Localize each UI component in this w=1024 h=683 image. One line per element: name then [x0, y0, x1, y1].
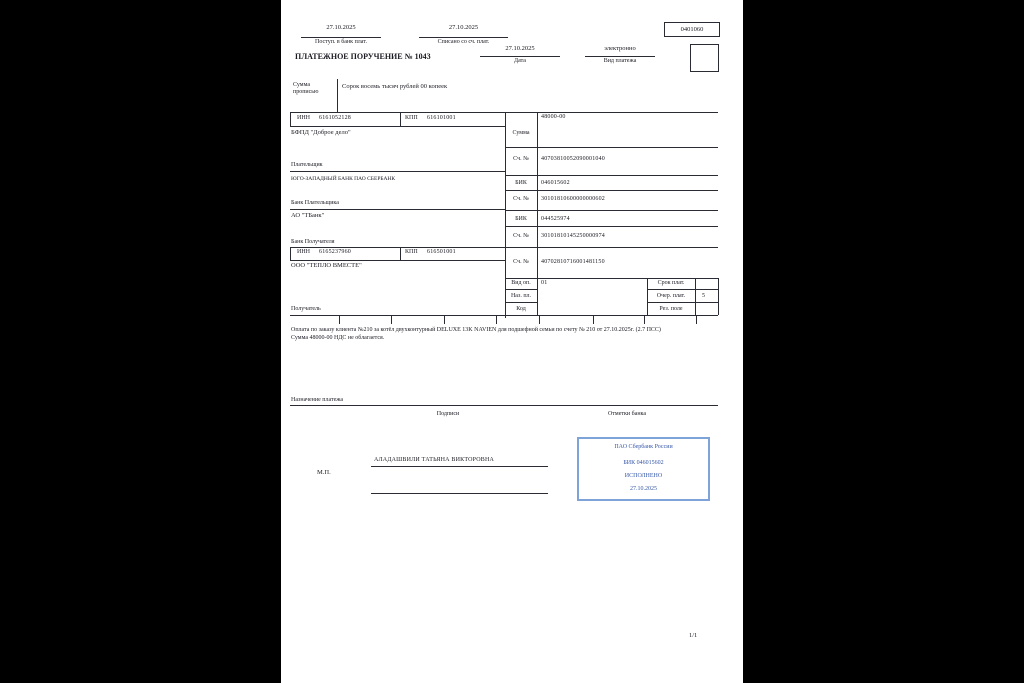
purpose-text-line2: Сумма 48000-00 НДС не облагается. [291, 335, 385, 341]
seal-place-label: М.П. [317, 469, 331, 476]
divider-line [505, 112, 506, 318]
debited-label: Списано со сч. плат. [437, 39, 490, 45]
payer-kpp-label: КПП [405, 115, 418, 121]
payee-inn: 6165237960 [319, 249, 351, 255]
payment-kind-label: Вид платежа [603, 58, 637, 64]
payer-bank-bik-label: БИК [515, 180, 527, 186]
divider-line [647, 302, 718, 303]
payee-name: ООО "ТЕПЛО ВМЕСТЕ" [291, 262, 362, 269]
debited-date: 27.10.2025 [448, 24, 479, 31]
divider-line [505, 175, 718, 176]
divider-line [585, 56, 655, 57]
payer-account: 40703810052090001040 [541, 156, 605, 162]
divider-line [339, 315, 340, 324]
document-title: ПЛАТЕЖНОЕ ПОРУЧЕНИЕ № 1043 [295, 52, 431, 61]
divider-line [644, 315, 645, 324]
payee-account-label: Сч. № [513, 259, 529, 265]
divider-line [400, 112, 401, 126]
payment-term-label: Срок плат. [657, 280, 685, 286]
priority-value: 5 [702, 293, 706, 299]
payer-inn: 6161052128 [319, 115, 351, 121]
divider-line [290, 126, 505, 127]
priority-label: Очер. плат. [656, 293, 686, 299]
payer-kpp: 616101001 [427, 115, 456, 121]
divider-line [290, 112, 291, 126]
divider-line [505, 210, 718, 211]
divider-line [496, 315, 497, 324]
divider-line [537, 112, 538, 278]
op-kind-label: Вид оп. [511, 280, 531, 286]
date-label: Дата [514, 58, 526, 64]
payer-account-label: Сч. № [513, 156, 529, 162]
received-in-bank-label: Поступ. в банк плат. [315, 39, 367, 45]
divider-line [505, 302, 537, 303]
payer-bank-account-label: Сч. № [513, 196, 529, 202]
divider-line [400, 247, 401, 260]
divider-line [419, 37, 508, 38]
bank-stamp [577, 437, 710, 501]
signer-name: АЛАДАШВИЛИ ТАТЬЯНА ВИКТОРОВНА [374, 457, 495, 463]
payer-status-box [690, 44, 719, 72]
divider-line [718, 278, 719, 315]
purpose-field-label: Наз. пл. [510, 293, 532, 299]
payee-bank-bik: 044525974 [541, 216, 570, 222]
divider-line [537, 278, 538, 315]
document-date: 27.10.2025 [505, 45, 535, 52]
signatures-label: Подписи [436, 411, 460, 417]
divider-line [505, 247, 718, 248]
divider-line [290, 260, 505, 261]
stamp-bik: БИК 046015602 [623, 460, 664, 466]
divider-line [593, 315, 594, 324]
divider-line [290, 171, 505, 172]
payer-label: Плательщик [291, 162, 323, 168]
divider-line [290, 112, 718, 113]
payment-kind: электронно [604, 45, 636, 52]
stamp-status: ИСПОЛНЕНО [624, 473, 663, 479]
payer-bank-bik: 046015602 [541, 180, 570, 186]
payee-bank-account-label: Сч. № [513, 233, 529, 239]
code-label: Код [516, 306, 526, 312]
payer-bank-label: Банк Плательщика [291, 200, 339, 206]
signature-line [371, 466, 548, 467]
divider-line [695, 278, 696, 315]
form-code-box [664, 22, 720, 37]
payer-bank-corr-account: 30101810600000000602 [541, 196, 605, 202]
payee-label: Получатель [291, 306, 321, 312]
payment-order-document [281, 0, 743, 683]
divider-line [391, 315, 392, 324]
op-kind-value: 01 [541, 280, 548, 286]
divider-line [290, 247, 291, 260]
divider-line [647, 289, 718, 290]
payee-bank-corr-account: 30101810145250000974 [541, 233, 605, 239]
received-in-bank-date: 27.10.2025 [326, 24, 356, 31]
divider-line [444, 315, 445, 324]
payer-bank-name: ЮГО-ЗАПАДНЫЙ БАНК ПАО СБЕРБАНК [291, 176, 396, 182]
divider-line [290, 315, 718, 316]
amount-in-words-label: Сумма прописью [293, 82, 319, 95]
divider-line [696, 315, 697, 324]
reserve-field-label: Рез. поле [659, 306, 683, 312]
divider-line [505, 289, 537, 290]
signature-line [371, 493, 548, 494]
divider-line [480, 56, 560, 57]
payer-name: БФПД "Доброе дело" [291, 129, 351, 136]
payee-bank-name: АО "ТБанк" [291, 212, 325, 219]
stamp-date: 27.10.2025 [630, 486, 657, 492]
page-number: 1/1 [689, 632, 698, 639]
amount-value: 48000-00 [541, 114, 566, 120]
form-code: 0401060 [680, 26, 704, 33]
divider-line [539, 315, 540, 324]
stamp-bank-name: ПАО Сбербанк России [614, 444, 673, 450]
amount-in-words-value: Сорок восемь тысяч рублей 00 копеек [342, 83, 448, 90]
payee-bank-label: Банк Получателя [291, 239, 335, 245]
payee-account: 40702810716001481150 [541, 259, 605, 265]
payee-kpp-label: КПП [405, 249, 418, 255]
bank-marks-label: Отметки банка [607, 411, 647, 417]
divider-line [505, 190, 718, 191]
divider-line [505, 226, 718, 227]
divider-line [290, 209, 505, 210]
payer-inn-label: ИНН [297, 115, 310, 121]
divider-line [505, 147, 718, 148]
purpose-text-line1: Оплата по заказу клиента №210 за котёл двухконтурный DELUXE 13K NAVIEN для подшефной семьи по счету № 210 от 27.10.2025г. (2.7 ПСС) [291, 327, 661, 333]
divider-line [301, 37, 381, 38]
payee-inn-label: ИНН [297, 249, 310, 255]
divider-line [290, 405, 718, 406]
payee-bank-bik-label: БИК [515, 216, 527, 222]
purpose-label: Назначение платежа [291, 397, 344, 403]
payee-kpp: 616501001 [427, 249, 456, 255]
divider-line [337, 79, 338, 112]
amount-label: Сумма [512, 130, 530, 136]
divider-line [290, 247, 505, 248]
